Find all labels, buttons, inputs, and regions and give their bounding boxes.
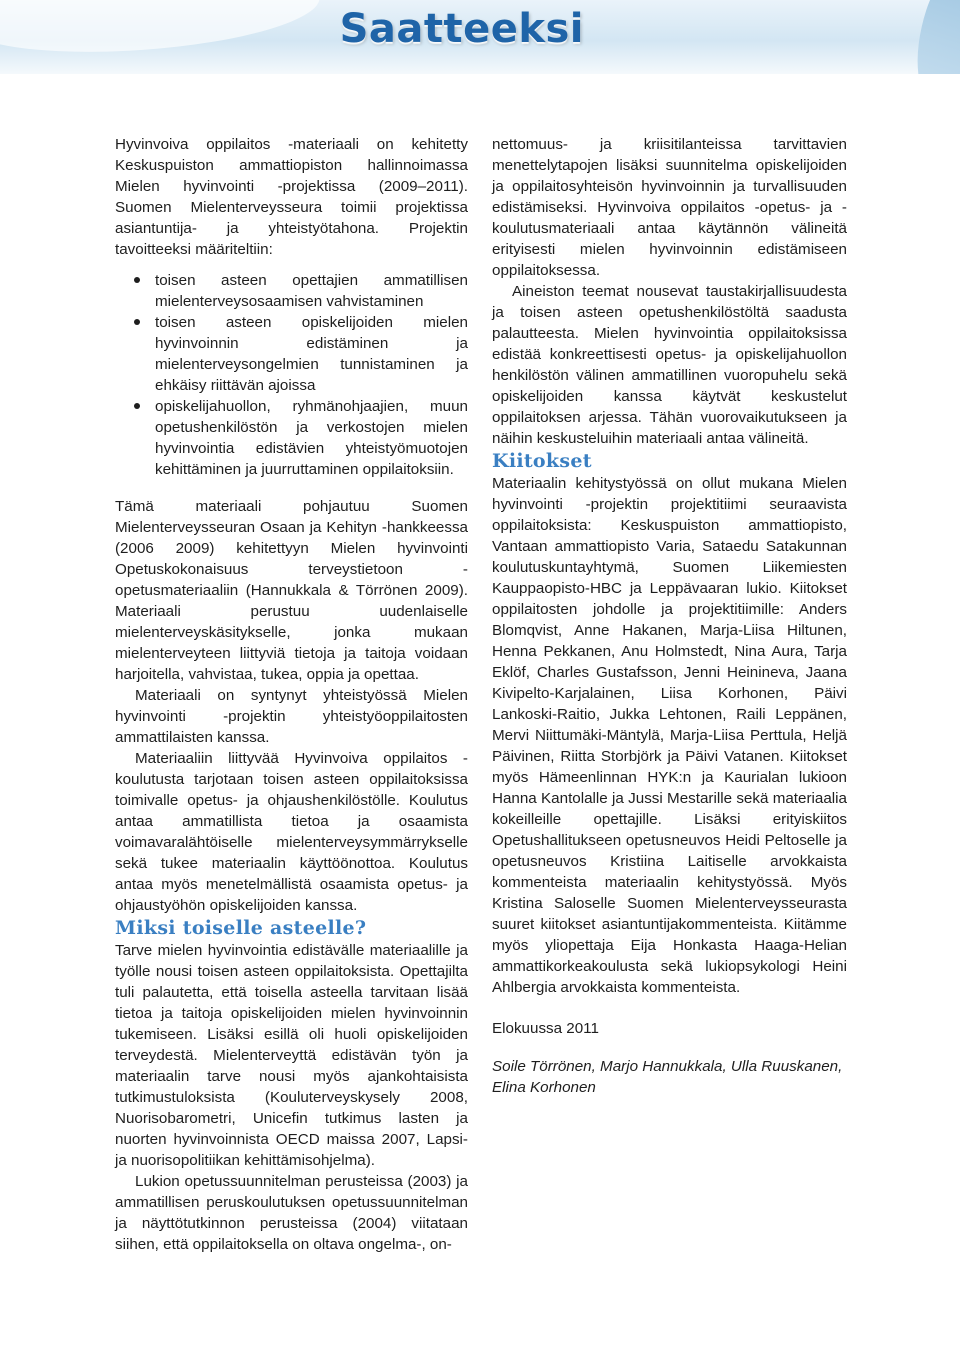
banner-swoosh-decoration (0, 0, 322, 62)
body-paragraph: Materiaaliin liittyvää Hyvinvoiva oppilaitos -koulutusta tarjotaan toisen asteen oppilaitoksissa toimivalle opetus- ja ohjaushenkilöstölle. Koulutus antaa ammatillista tietoa ja osaamista voimavaralähtöiselle mielenterveysymmärrykselle sekä tukee materiaalin käyttöönottoa. Koulutus antaa myös menetelmällistä osaamista opetus- ja ohjaustyöhön opiskelijoiden kanssa. (115, 750, 468, 914)
body-paragraph: Lukion opetussuunnitelman perusteissa (2003) ja ammatillisen peruskoulutuksen opetussuunnitelman ja näyttötutkinnon perusteissa (2004) viitataan siihen, että oppilaitoksella on oltava ongelma-, on- (115, 1173, 468, 1253)
right-column (492, 134, 847, 1098)
continuation-paragraph: nettomuus- ja kriisitilanteissa tarvittavien menettelytapojen lisäksi suunnitelma opiskelijoiden ja oppilaitosyhteisön hyvinvoinnin ja turvallisuuden edistämiseksi. Hyvinvoiva oppilaitos -opetus- ja -koulutusmateriaali antaa käytännön välineitä erityisesti mielen hyvinvoinnin edistämiseen oppilaitoksessa. (492, 136, 847, 279)
body-paragraph: Tämä materiaali pohjautuu Suomen Mielenterveysseuran Osaan ja Kehityn -hankkeessa (2006 2009) kehitettyyn Mielen hyvinvointi Opetuskokonaisuus terveystietoon -opetusmateriaaliin (Hannukkala & Törrönen 2009). Materiaali perustuu uudenlaiselle mielenterveyskäsitykselle, jonka mukaan mielenterveyteen liittyviä tietoja ja taitoja voidaan harjoitella, vahvistaa, tukea, oppia ja opettaa. (115, 498, 468, 683)
section-heading-miksi: Miksi toiselle asteelle? (115, 917, 367, 939)
goal-item: opiskelijahuollon, ryhmänohjaajien, muun opetushenkilöstön ja verkostojen mielen hyvinvointia edistävien yhteistyömuotojen kehittäminen ja juurruttaminen oppilaitoksiin. (115, 396, 468, 480)
page-title: Saatteeksi (339, 6, 584, 52)
intro-tail-text: Projektin tavoitteeksi määriteltiin: (115, 220, 468, 258)
header-banner (0, 0, 960, 74)
authors-signature: Soile Törrönen, Marjo Hannukkala, Ulla Ruuskanen, Elina Korhonen (492, 1058, 843, 1096)
goal-item: toisen asteen opiskelijoiden mielen hyvinvoinnin edistäminen ja mielenterveysongelmien tunnistaminen ja ehkäisy riittävän ajoissa (115, 312, 468, 396)
left-column (115, 134, 468, 1255)
banner-corner-decoration (899, 0, 960, 74)
intro-lead-text: Hyvinvoiva oppilaitos -materiaali on kehitetty Keskuspuiston ammattiopiston hallinnoimassa Mielen hyvinvointi -projektissa (2009–2011). Suomen Mielenterveysseura toimii projektissa asiantuntija- ja yhteistyötahona. (115, 136, 468, 237)
body-paragraph: Tarve mielen hyvinvointia edistävälle materiaalille ja työlle nousi toisen asteen oppilaitoksista. Opettajilta tuli palautetta, että toisella asteella tarvitaan lisää tietoa ja taitoja opiskelijoiden mielen hyvinvoinnin tukemiseen. Lisäksi esillä oli huoli opiskelijoiden terveydestä. Mielenterveyttä edistävän työn ja materiaalin tarve nousi myös ajankohtaisista tutkimustuloksista (Kouluterveyskysely 2008, Nuorisobarometri, Unicefin tutkimus lasten ja nuorten hyvinvoinnista OECD maissa 2007, Lapsi- ja nuorisopolitiikan kehittämisohjelma). (115, 942, 468, 1169)
thanks-paragraph: Materiaalin kehitystyössä on ollut mukana Mielen hyvinvointi -projektin projektitiimi seuraavista oppilaitoksista: Keskuspuiston ammattiopisto, Vantaan ammattiopisto Varia, Sataedu Satakunnan koulutuskuntayhtymä, Suomen Liikemiesten Kauppaopisto-HBC ja Leppävaaran lukio. Kiitokset oppilaitosten johdolle ja projektitiimille: Anders Blomqvist, Anne Hakanen, Marja-Liisa Hiltunen, Henna Pekkanen, Anu Holmstedt, Nina Aura, Tarja Eklöf, Charles Gustafsson, Jenni Heinineva, Jaana Kivipelto-Karjalainen, Liisa Korhonen, Päivi Lankoski-Raitio, Jukka Lehtonen, Raili Leppänen, Mervi Niittumäki-Mäntylä, Marja-Liisa Perttula, Heljä Päivinen, Riitta Storbjörk ja Päivi Vatanen. Kiitokset myös Hämeenlinnan HYK:n ja Kaurialan lukioon Hanna Kantolalle ja Jussi Mestarille sekä materiaalia kokeilleille opettajille. Lisäksi erityiskiitos Opetushallitukseen opetusneuvos Heidi Peltoselle ja opetusneuvos Kristiina Laitiselle arvokkaista kommenteista materiaalin kehitystyössä. Myös Kristina Saloselle Suomen Mielenterveysseurasta suuret kiitokset asiantuntijakommenteista. Kiitämme myös yliopettaja Eija Honkasta Haaga-Helian ammattikorkeakoulusta sekä lukiopsykologi Heini Ahlbergia arvokkaista kommenteista. (492, 475, 847, 996)
intro-paragraph (115, 134, 468, 260)
date-line: Elokuussa 2011 (492, 1020, 599, 1037)
body-paragraph: Aineiston teemat nousevat taustakirjallisuudesta ja toisen asteen opetushenkilöstöltä saadusta palautteesta. Mielen hyvinvointia oppilaitoksissa edistää konkreettisesti opetus- ja opiskelijahuollon henkilöstön välinen ammatillinen vuoropuhelu sekä opiskelijoiden kanssa käytvät keskustelut oppilaitoksen arjessa. Tähän vuorovaikutukseen ja näihin keskusteluihin materiaali antaa välineitä. (492, 283, 847, 447)
body-paragraph: Materiaali on syntynyt yhteistyössä Mielen hyvinvointi -projektin yhteistyöoppilaitosten ammattilaisten kanssa. (115, 687, 468, 746)
goals-list (115, 270, 468, 480)
goal-item: toisen asteen opettajien ammatillisen mielenterveysosaamisen vahvistaminen (115, 270, 468, 312)
section-heading-kiitokset: Kiitokset (492, 450, 592, 472)
